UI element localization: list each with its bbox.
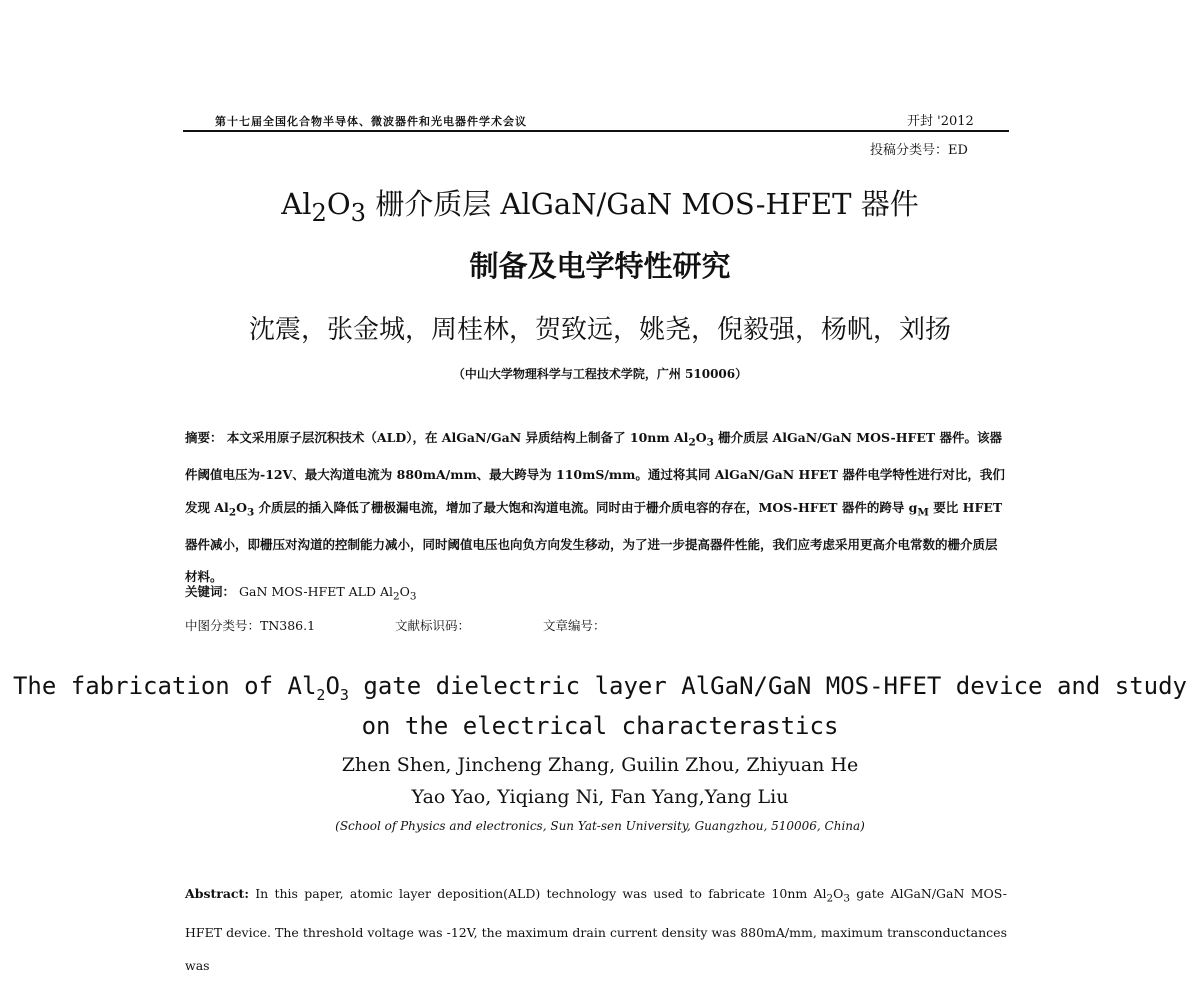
authors-en-line1: Zhen Shen, Jincheng Zhang, Guilin Zhou, Zhiyuan He [341,754,859,776]
header-divider [183,130,1009,132]
classification-row [185,616,606,634]
abstract-cn-label: 摘要： [185,430,223,445]
affiliation-cn: （中山大学物理科学与工程技术学院，广州 510006） [452,367,748,381]
clc-number: 中图分类号：TN386.1 [185,618,316,633]
authors-cn: 沈震，张金城，周桂林，贺致远，姚尧，倪毅强，杨帆，刘扬 [248,315,951,345]
abstract-en: Abstract: In this paper, atomic layer deposition(ALD) technology was used to fabricate 10nm $Al_2O_3$ gate AlGaN/GaN MOS-HFET device. The threshold voltage was -12V, the maximum drain current density was 880mA/mm, maximum transconductances was [185,886,1007,973]
authors-en-line2: Yao Yao, Yiqiang Ni, Fan Yang,Yang Liu [411,786,789,808]
keywords-label: 关键词： [185,584,236,599]
title-en: The fabrication of $Al_2O_3$ gate dielectric layer AlGaN/GaN MOS-HFET device and study on the electrical characterastics [12,672,1187,740]
abstract-cn: 摘要： 本文采用原子层沉积技术（ALD），在 AlGaN/GaN 异质结构上制备了 10nm $Al_2O_3$ 栅介质层 AlGaN/GaN MOS-HFET 器件。该器件阈值电压为-12V、最大沟道电流为 880mA/mm、最大跨导为 110mS/mm。通过将其同 AlGaN/GaN HFET 器件电学特性进行对比，我们发现 $Al_2O_3$ 介质层的插入降低了栅极漏电流，增加了最大饱和沟道电流。同时由于栅介质电容的存在，MOS-HFET 器件的跨导 $g_M$ 要比 HFET 器件减小，即栅压对沟道的控制能力减小，同时阈值电压也向负方向发生移动，为了进一步提高器件性能，我们应考虑采用更高介电常数的栅介质层材料。 [185,430,1005,584]
conference-header: 第十七届全国化合物半导体、微波器件和光电器件学术会议 [215,115,527,128]
article-number: 文章编号： [543,618,606,633]
title-cn-line2: 制备及电学特性研究 [469,249,731,283]
abstract-en-label: Abstract: [185,886,249,901]
affiliation-en: (School of Physics and electronics, Sun Yat-sen University, Guangzhou, 510006, China) [335,819,865,833]
title-cn-line1: $Al_2O_3$ 栅介质层 AlGaN/GaN MOS-HFET 器件 [281,187,919,227]
document-code: 文献标识码： [395,618,471,633]
location-year: 开封 '2012 [907,114,974,129]
keywords: 关键词： GaN MOS-HFET ALD $Al_2O_3$ [185,584,417,603]
submission-category: 投稿分类号：ED [870,143,968,158]
